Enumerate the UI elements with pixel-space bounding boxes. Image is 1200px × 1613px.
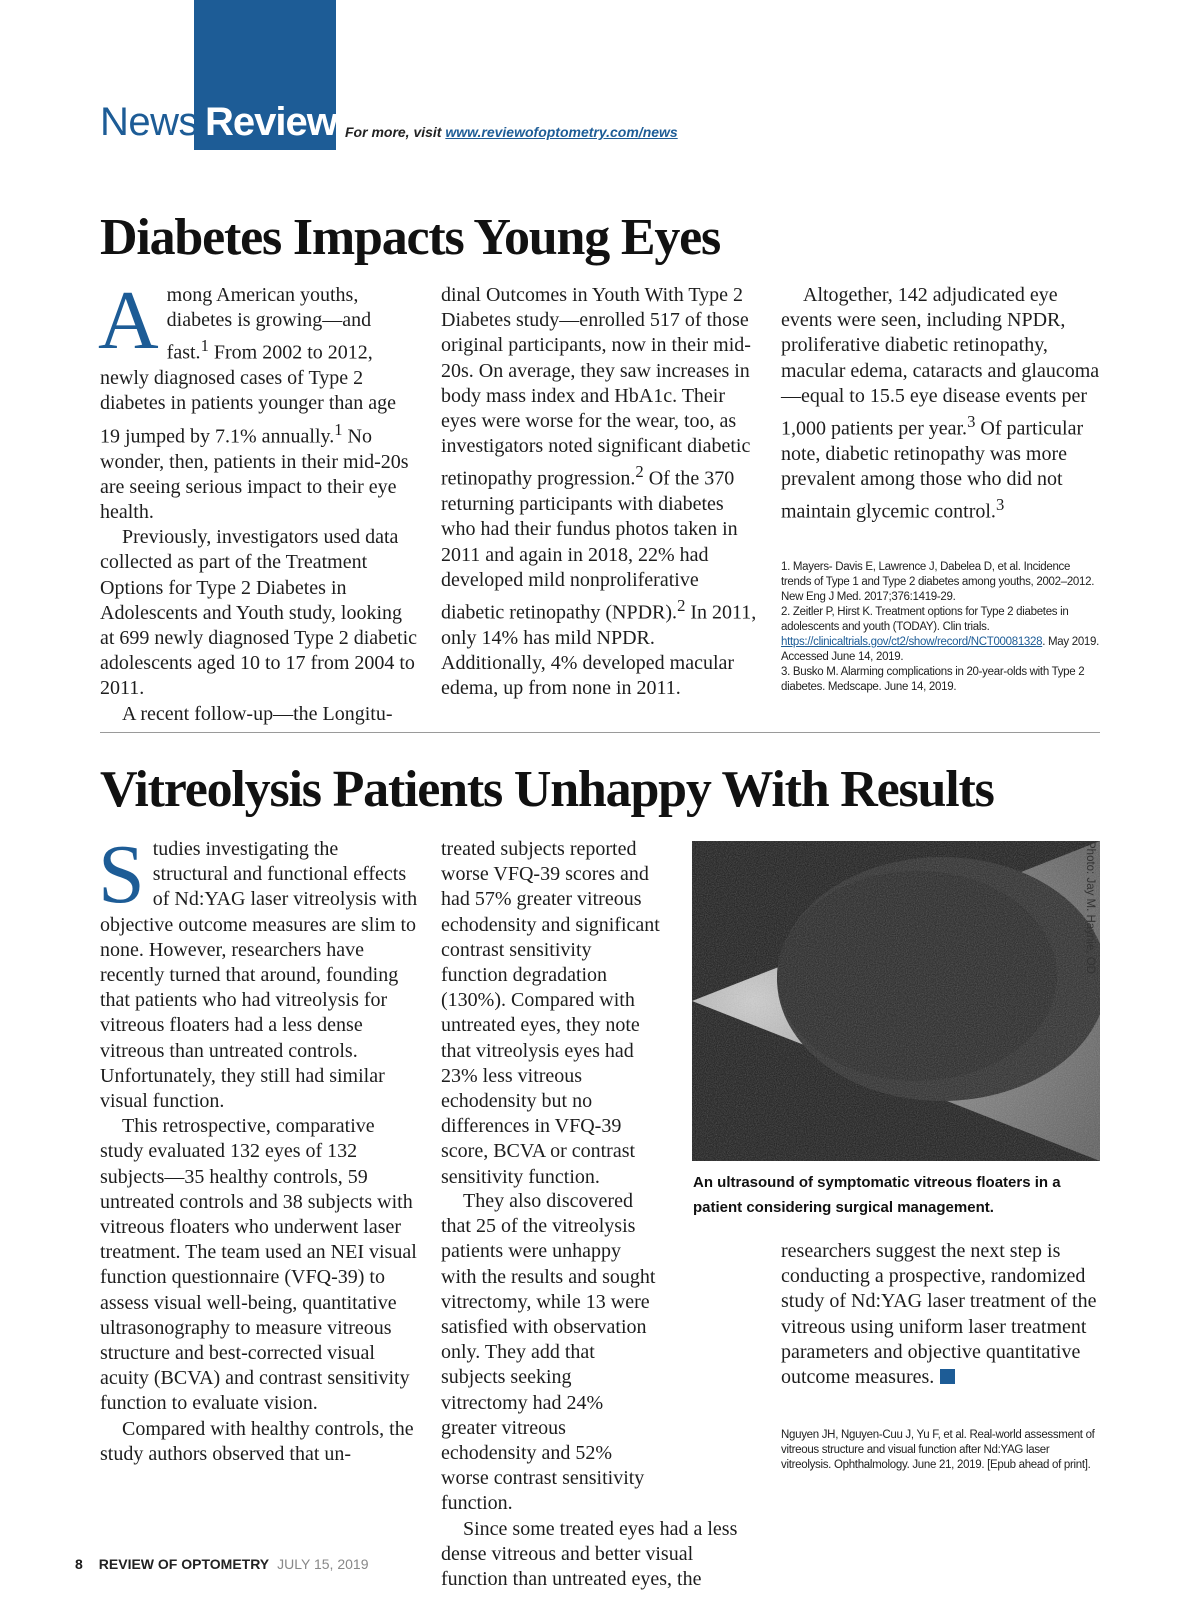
article-1-paragraph-5: [781, 283, 1101, 525]
ultrasound-graphic: [692, 841, 1100, 1161]
footnote-ref: 3: [967, 412, 976, 432]
ultrasound-image: [692, 841, 1100, 1161]
article-2-column-1: [98, 828, 418, 1467]
article-1-paragraph-2: Previously, investigators used data collected as part of the Treatment Options for Type 2 Diabetes in Adolescents and Youth study, looking at 699 newly diagnosed Type 2 diabetic adolescents aged 10 to 17 from 2004 to 2011.: [100, 526, 418, 700]
text-run: dinal Outcomes in Youth With Type 2 Diabetes study—enrolled 517 of those original participants, now in their mid-20s. On average, they saw increases in body mass index and HbA1c. Their eyes were worse for the wear, too, as investigators noted significant diabetic retinopathy progression.: [441, 284, 751, 491]
clinicaltrials-link[interactable]: https://clinicaltrials.gov/ct2/show/record/NCT00081328: [781, 636, 1043, 648]
text-run: . May 2019. Accessed June 14, 2019.: [781, 636, 1100, 663]
text-run: Of particular note, diabetic retinopathy was more prevalent among those who did not maintain glycemic control.: [781, 417, 1084, 523]
text-run: 2. Zeitler P, Hirst K. Treatment options for Type 2 diabetes in adolescents and youth (TODAY). Clin trials.: [781, 606, 1069, 633]
article-2-paragraph-1: [98, 828, 418, 1114]
more-info-line: [345, 124, 678, 140]
issue-date: JULY 15, 2019: [277, 1556, 369, 1572]
footnote-ref: 3: [995, 495, 1005, 515]
article-1-column-3: [781, 283, 1101, 525]
article-1-paragraph-1: [98, 274, 418, 525]
text-run: No wonder, then, patients in their mid-20s are seeing serious impact to their eye health.: [100, 425, 409, 523]
article-2-paragraph-3: Compared with healthy controls, the study authors observed that un-: [100, 1417, 414, 1465]
article-2-paragraph-2: This retrospective, comparative study evaluated 132 eyes of 132 subjects—35 healthy controls, 59 untreated controls and 38 subjects with vitreous floaters who underwent laser treatment. The team used an NEI visual function questionnaire (VFQ-39) to assess visual well-being, quantitative ultrasonography to measure vitreous structure and best-corrected visual acuity (BCVA) and contrast sensitivity function to evaluate vision.: [100, 1115, 417, 1415]
article-2-reference: [781, 1428, 1101, 1473]
text-run: Altogether, 142 adjudicated eye events were seen, including NPDR, proliferative diabetic retinopathy, macular edema, cataracts and glaucoma—equal to 15.5 eye disease events per 1,000 patients per year.: [781, 284, 1100, 440]
end-mark-icon: [940, 1369, 955, 1384]
text-run: researchers suggest the next step is conducting a prospective, randomized study of Nd:YAG laser treatment of the vitreous using uniform laser treatment parameters and objective quantitative outcome measures.: [781, 1240, 1097, 1389]
text-run: tudies investigating the structural and functional effects of Nd:YAG laser vitreolysis with objective outcome measures are slim to none. However, researchers have recently turned that around, founding that patients who had vitreolysis for vitreous floaters had a less dense vitreous than untreated controls. Unfortunately, they still had similar visual function.: [100, 838, 418, 1113]
section-label-review: Review: [205, 100, 337, 144]
reference-2: [781, 605, 1101, 665]
section-label-news: News: [100, 100, 199, 144]
drop-cap: S: [98, 828, 145, 921]
text-run: In 2011, only 14% has mild NPDR. Additionally, 4% developed macular edema, up from none in 2011.: [441, 601, 757, 700]
article-2-paragraph-6: Since some treated eyes had a less dense vitreous and better visual function than untreated eyes, the: [441, 1517, 738, 1591]
footnote-ref: 1: [334, 419, 343, 439]
article-2-paragraph-7: [781, 1239, 1101, 1390]
article-1-paragraph-3: A recent follow-up—the Longitu-: [122, 702, 393, 725]
photo-caption: An ultrasound of symptomatic vitreous floaters in a patient considering surgical management.: [693, 1174, 1061, 1216]
magazine-name: REVIEW OF OPTOMETRY: [98, 1556, 270, 1572]
footnote-ref: 2: [635, 462, 644, 482]
news-website-link[interactable]: www.reviewofoptometry.com/news: [445, 124, 678, 140]
article-1-column-1: [98, 274, 418, 727]
drop-cap: A: [98, 274, 159, 367]
footnote-ref: 2: [677, 596, 686, 616]
article-1-column-2: [441, 283, 759, 702]
article-2-paragraph-5: They also discovered that 25 of the vitreolysis patients were unhappy with the results and sought vitrectomy, while 13 were satisfied with observation only. They add that subjects seeking vitrectomy had 24% greater vitreous echodensity and 52% worse contrast sensitivity function.: [441, 1190, 656, 1515]
article-2-column-2-top: [441, 837, 663, 1190]
article-1-paragraph-4: [441, 283, 759, 702]
article-2-column-2-bottom: [441, 1189, 759, 1592]
page-number: 8: [75, 1556, 83, 1572]
article-1-title: Diabetes Impacts Young Eyes: [100, 209, 721, 266]
footnote-ref: 1: [200, 336, 209, 356]
reference-nguyen: Nguyen JH, Nguyen-Cuu J, Yu F, et al. Real-world assessment of vitreous structure and visual function after Nd:YAG laser vitreolysis. Ophthalmology. June 21, 2019. [Epub ahead of print].: [781, 1429, 1095, 1471]
text-run: Of the 370 returning participants with diabetes who had their fundus photos taken in 2011 and again in 2018, 22% had developed mild nonproliferative diabetic retinopathy (NPDR).: [441, 468, 738, 624]
article-1-references: [781, 560, 1101, 695]
photo-credit: Photo: Jay M. Haynie, OD: [1084, 841, 1096, 974]
article-2-paragraph-4: treated subjects reported worse VFQ-39 scores and had 57% greater vitreous echodensity and significant contrast sensitivity function degradation (130%). Compared with untreated eyes, they note that vitreolysis eyes had 23% less vitreous echodensity but no differences in VFQ-39 score, BCVA or contrast sensitivity function.: [441, 838, 660, 1188]
reference-3: 3. Busko M. Alarming complications in 20-year-olds with Type 2 diabetes. Medscape. June 14, 2019.: [781, 666, 1085, 693]
page-footer: [75, 1556, 368, 1572]
article-2-title: Vitreolysis Patients Unhappy With Results: [100, 761, 994, 818]
article-2-column-3: [781, 1239, 1101, 1390]
text-run: From 2002 to 2012, newly diagnosed cases of Type 2 diabetes in patients younger than age 19 jumped by 7.1% annually.: [100, 342, 397, 448]
article-divider: [100, 732, 1100, 733]
more-info-prefix: For more, visit: [345, 124, 446, 140]
text-run: mong American youths, diabetes is growing—and fast.: [166, 284, 372, 365]
reference-1: 1. Mayers- Davis E, Lawrence J, Dabelea D, et al. Incidence trends of Type 1 and Type 2 diabetes among youths, 2002–2012. New Eng J Med. 2017;376:1419-29.: [781, 561, 1095, 603]
